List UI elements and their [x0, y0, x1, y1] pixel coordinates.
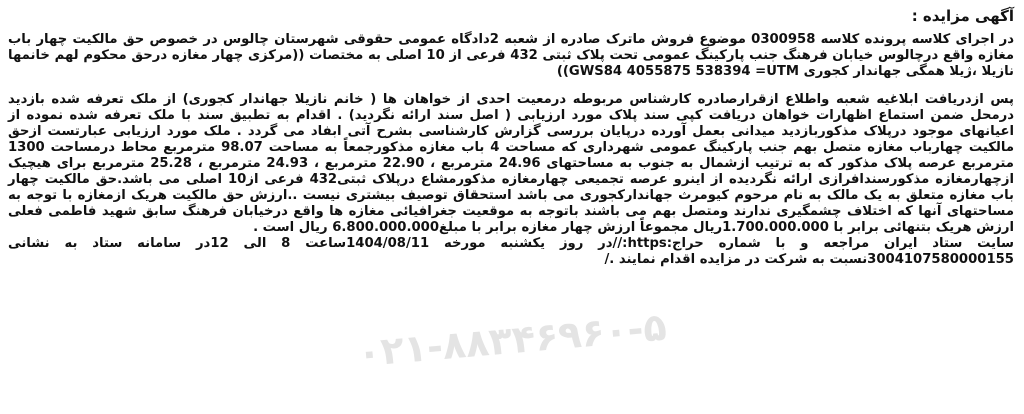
- auction-notice: [8, 4, 1014, 410]
- notice-title: آگهی مزایده :: [911, 7, 1014, 25]
- notice-paragraph-case: در اجرای کلاسه پرونده کلاسه 0300958 موضوع فروش ماترک صادره از شعبه 2دادگاه عمومی حقوقی شهرستان چالوس در خصوص حق مالکیت چهار باب مغازه واقع درچالوس خیابان فرهنگ جنب پارکینگ عمومی تحت پلاک ثبتی 432 فرعی از 10 اصلی به مختصات ((مرکزی چهار مغازه درحق محکوم لهم خانمها نازیلا ،ژیلا همگی جهاندار کجوری GWS84 4055875 538394 =UTM)): [8, 32, 1015, 79]
- phone-watermark: ۰۲۱-۸۸۳۴۶۹۶۰-۵: [355, 304, 669, 376]
- notice-paragraph-participation: سایت ستاد ایران مراجعه و با شماره حراج:https://در روز یکشنبه مورخه 1404/08/11ساعت 8 الی 12در سامانه ستاد به نشانی 3004107580000155نسبت به شرکت در مزایده اقدام نمایند ./: [8, 236, 1015, 267]
- notice-paragraph-appraisal: پس ازدریافت ابلاغیه شعبه واطلاع ازقرارصادره کارشناس مربوطه درمعیت احدی از خواهان ها ( خانم نازیلا جهاندار کجوری) از ملک تعرفه شده بازدید درمحل ضمن استماع اظهارات خواهان دریافت کپی سند پلاک مورد ارزیابی ( اصل سند ارائه نگردید) . اقدام به تطبیق سند با ملک تعرفه شده نموده از اعیانهای موجود درپلاک مذکوربازدید میدانی بعمل آورده درپایان بررسی گزارش کارشناسی بشرح آتی ابفاد می گردد . ملک مورد ارزیابی عبارتست ازحق مالکیت چهارباب مغازه متصل بهم جنب پارکینگ عمومی شهرداری که مساحت 4 باب مغازه مذکورجمعاً به مساحت 98.07 مترمربع محاط درمساحت 1300 مترمربع عرصه پلاک مذکور که به ترتیب ازشمال به جنوب به مساحتهای 24.96 مترمربع ، 22.90 مترمربع ، 24.93 مترمربع ، 25.28 مترمربع برای هیچیک ازچهارمغازه مذکورسندافرازی ارائه نگردیده از اینرو عرصه تجمیعی چهارمغازه مذکورمشاع درپلاک ثبتی432 فرعی از10 اصلی می باشد.حق مالکیت چهار باب مغازه متعلق به یک مالک به نام مرحوم کیومرث جهاندارکجوری می باشد استحقاق توصیف بیشتری نیست ..ارزش حق مالکیت هریک ازمغازه با توجه به مساحتهای آنها که اختلاف چشمگیری ندارند ومتصل بهم می باشند باتوجه به موقعیت جغرافیائی مغازه ها واقع درخیابان فرهنگ سابق شهید فاطمی فعلی ارزش هریک بتنهائی برابر با 1.700.000.000ریال مجموعاً ارزش چهار مغازه برابر با مبلغ6.800.000.000 ریال است .: [8, 92, 1014, 235]
